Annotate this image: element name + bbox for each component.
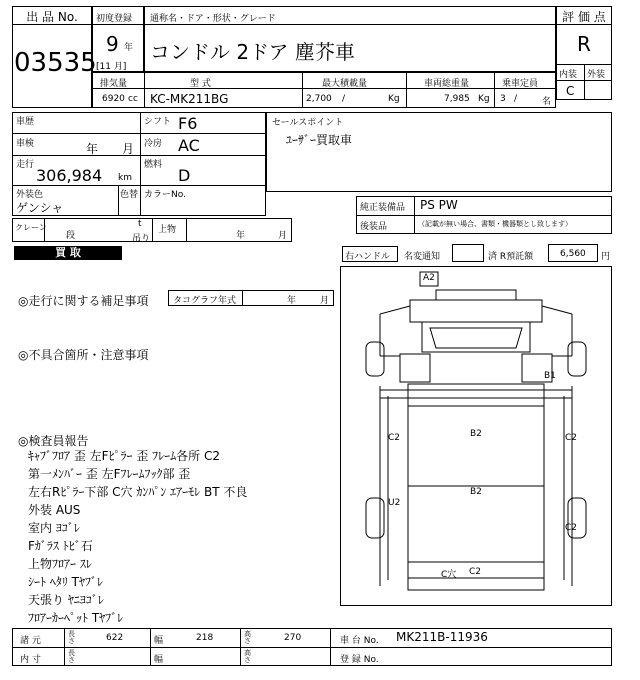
ac-label: 冷房: [144, 139, 163, 149]
exterior-label: 外装: [587, 70, 606, 80]
inspector-line: 上物ﾌﾛｱｰ ｽﾚ: [28, 557, 92, 571]
load-value: 2,700: [306, 94, 332, 104]
ac-value: AC: [178, 136, 200, 155]
capacity-unit: 名: [542, 97, 552, 107]
height-label: 高さ: [244, 630, 251, 645]
diagram-label-c2-left: C2: [388, 433, 401, 443]
gross-unit: Kg: [478, 94, 490, 104]
load-label: 最大積載量: [322, 79, 368, 89]
crane-label: クレーン: [15, 223, 47, 232]
length-value: 622: [106, 633, 124, 643]
deck-year-unit: 年: [236, 231, 246, 241]
capacity-label: 乗車定員: [502, 79, 539, 89]
diagram-label-c2-right: C2: [565, 433, 578, 443]
model-label: 型 式: [190, 79, 211, 89]
grade-value: R: [577, 32, 591, 56]
tax-unit: 円: [601, 252, 611, 262]
inspector-line: ｼｰﾄ ﾍﾀﾘ Tﾔﾌﾞﾚ: [28, 575, 103, 589]
gross-label: 車両総重量: [424, 79, 470, 89]
displacement-value: 6920: [102, 94, 125, 104]
length-label: 長さ: [68, 630, 75, 645]
reg-label: 初度登録: [96, 14, 133, 24]
sales-point-label: セールスポイント: [272, 118, 344, 128]
inspector-line: 左右Rﾋﾟﾗｰ下部 C穴 ｶﾝﾊﾟﾝ ｴｱｰﾓﾚ BT 不良: [28, 485, 248, 499]
inspector-line: ﾌﾛｱｰｶｰﾍﾟｯﾄ Tﾔﾌﾞﾚ: [28, 611, 124, 625]
inspector-title: ◎検査員報告: [18, 434, 89, 448]
crane-ton-unit: t: [138, 219, 142, 229]
inspector-line: 第一ﾒﾝﾊﾞｰ 歪 左Fﾌﾚｰﾑﾌｯｸ部 歪: [28, 467, 191, 481]
crane-stage-unit: 段: [66, 231, 76, 241]
aftermarket-label: 後装品: [360, 222, 388, 232]
reg-no-label: 登 録 No.: [340, 655, 379, 665]
shift-label: シフト: [144, 117, 172, 127]
interior-score: C: [566, 84, 575, 98]
load-slash: /: [342, 94, 346, 104]
aftermarket-note: （記載が無い場合、書類・機器類とし致します）: [418, 220, 572, 228]
width-label: 幅: [154, 636, 164, 646]
chassis-label: 車 台 No.: [340, 636, 379, 646]
deck-month-unit: 月: [278, 231, 288, 241]
inspection-month-unit: 月: [122, 142, 135, 156]
inspector-line: 天張り ﾔﾆﾖｺﾞﾚ: [28, 593, 104, 607]
inner-height-label: 高さ: [244, 649, 251, 664]
inspector-line: Fｶﾞﾗｽ ﾄﾋﾞ石: [28, 539, 93, 553]
fuel-label: 燃料: [144, 160, 163, 170]
chassis-value: MK211B-11936: [396, 630, 488, 644]
history-label: 車歴: [16, 117, 35, 127]
reg-year-unit: 年: [124, 43, 134, 53]
load-unit: Kg: [388, 94, 400, 104]
reg-year: 9: [106, 32, 119, 56]
defects-title: ◎不具合箇所・注意事項: [18, 348, 149, 362]
diagram-label-b1: B1: [544, 371, 556, 381]
tacho-month-unit: 月: [320, 296, 330, 306]
model-value: KC-MK211BG: [150, 92, 229, 106]
inner-length-label: 長さ: [68, 649, 75, 664]
fuel-value: D: [178, 166, 191, 185]
diagram-label-c-hole: C穴: [441, 570, 457, 580]
reg-month: [11 月]: [96, 62, 127, 72]
inspection-label: 車検: [16, 139, 35, 149]
capacity-slash: /: [514, 94, 518, 104]
meter-label: 名変通知: [404, 252, 441, 262]
diagram-label-a2: A2: [423, 273, 435, 283]
lot-label: 出 品 No.: [26, 10, 78, 24]
height-value: 270: [284, 633, 302, 643]
sales-point-value: ﾕｰｻﾞｰ買取車: [286, 133, 353, 147]
purchase-bar: 買 取: [14, 246, 122, 260]
tax-value: 6,560: [560, 249, 586, 259]
diagram-label-b2-mid: B2: [470, 487, 482, 497]
diagram-label-u2: U2: [388, 498, 401, 508]
meter-input: [452, 244, 484, 262]
tax-label: 済 R預託額: [488, 252, 534, 262]
shift-value: F6: [178, 114, 198, 133]
inspection-year-unit: 年: [86, 142, 99, 156]
color-label: 外装色: [16, 190, 44, 200]
tacho-year-unit: 年: [287, 296, 297, 306]
displacement-label: 排気量: [100, 79, 128, 89]
equipment-label: 純正装備品: [360, 203, 406, 213]
mileage-value: 306,984: [36, 166, 103, 185]
inspector-line: 外装 AUS: [28, 503, 81, 517]
color-no-label: カラーNo.: [144, 190, 186, 200]
gross-value: 7,985: [444, 94, 470, 104]
color-change-label: 色替: [120, 190, 139, 200]
name-label: 通称名・ドア・形状・グレード: [150, 14, 276, 24]
mileage-unit: km: [118, 173, 132, 183]
grade-label: 評 価 点: [562, 10, 606, 24]
inspector-line: 室内 ﾖｺﾞﾚ: [28, 521, 80, 535]
crane-hook-unit: 吊り: [132, 234, 151, 244]
diagram-label-c2-side: C2: [565, 523, 578, 533]
color-value: ゲンシャ: [16, 201, 64, 215]
inspector-line: ｷｬﾌﾞﾌﾛｱ 歪 左Fﾋﾟﾗｰ 歪 ﾌﾚｰﾑ各所 C2: [28, 449, 220, 463]
diagram-label-b2-top: B2: [470, 429, 482, 439]
car-name: コンドル 2ドア 塵芥車: [150, 40, 355, 64]
lot-number: 03535: [14, 48, 97, 78]
inner-label: 内 寸: [20, 655, 41, 665]
spec-label: 諸 元: [20, 636, 41, 646]
equipment-value: PS PW: [420, 198, 458, 212]
inner-width-label: 幅: [154, 655, 164, 665]
tacho-label: タコグラフ年式: [173, 296, 237, 306]
displacement-unit: cc: [128, 94, 138, 104]
diagram-label-c2-bottom: C2: [469, 567, 482, 577]
deck-label: 上物: [158, 225, 177, 235]
width-value: 218: [196, 633, 214, 643]
mileage-label: 走行: [16, 160, 35, 170]
inspector-report: [28, 447, 338, 627]
capacity-value: 3: [500, 94, 506, 104]
handle-label: 右ハンドル: [345, 252, 391, 262]
interior-label: 内装: [559, 70, 578, 80]
driving-title: ◎走行に関する補足事項: [18, 294, 149, 308]
